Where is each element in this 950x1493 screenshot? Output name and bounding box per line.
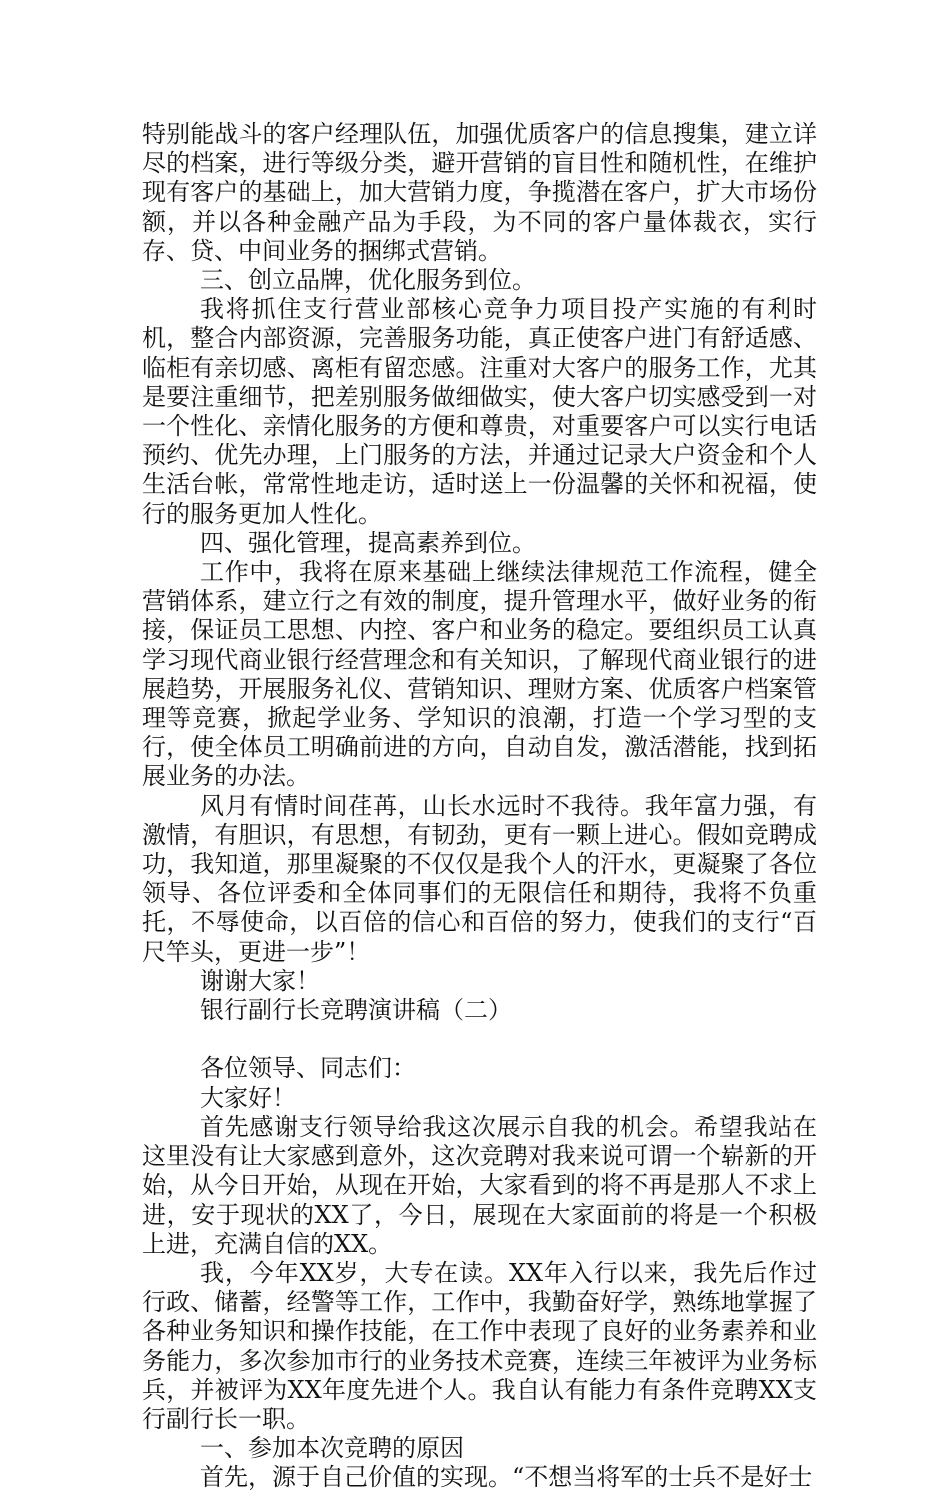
blank-line <box>142 1025 817 1054</box>
paragraph: 特别能战斗的客户经理队伍，加强优质客户的信息搜集，建立详尽的档案，进行等级分类，避开营销的盲目性和随机性，在维护现有客户的基础上，加大营销力度，争揽潜在客户，扩大市场份额，并以各种金融产品为手段，为不同的客户量体裁衣，实行存、贷、中间业务的捆绑式营销。 <box>142 120 817 265</box>
document-body <box>142 120 817 1493</box>
paragraph: 首先，源于自己价值的实现。“不想当将军的士兵不是好士 <box>200 1463 813 1492</box>
section-heading: 四、强化管理，提高素养到位。 <box>200 528 536 557</box>
greeting: 大家好！ <box>200 1083 296 1112</box>
salutation: 各位领导、同志们： <box>200 1054 416 1083</box>
paragraph: 首先感谢支行领导给我这次展示自我的机会。希望我站在这里没有让大家感到意外，这次竞聘对我来说可谓一个崭新的开始，从今日开始，从现在开始，大家看到的将不再是那人不求上进，安于现状的XX了，今日，展现在大家面前的将是一个积极上进，充满自信的XX。 <box>142 1112 817 1258</box>
section-heading: 三、创立品牌，优化服务到位。 <box>200 266 536 295</box>
paragraph: 风月有情时间荏苒，山长水远时不我待。我年富力强，有激情，有胆识，有思想，有韧劲，更有一颗上进心。假如竞聘成功，我知道，那里凝聚的不仅仅是我个人的汗水，更凝聚了各位领导、各位评委和全体同事们的无限信任和期待，我将不负重托，不辱使命，以百倍的信心和百倍的努力，使我们的支行“百尺竿头，更进一步”！ <box>142 791 817 966</box>
closing-thanks: 谢谢大家！ <box>200 966 320 995</box>
speech-title: 银行副行长竞聘演讲稿（二） <box>200 996 512 1025</box>
section-heading: 一、参加本次竞聘的原因 <box>200 1434 464 1463</box>
paragraph: 工作中，我将在原来基础上继续法律规范工作流程，健全营销体系，建立行之有效的制度，提升管理水平，做好业务的衔接，保证员工思想、内控、客户和业务的稳定。要组织员工认真学习现代商业银行经营理念和有关知识，了解现代商业银行的进展趋势，开展服务礼仪、营销知识、理财方案、优质客户档案管理等竞赛，掀起学业务、学知识的浪潮，打造一个学习型的支行，使全体员工明确前进的方向，自动自发，激活潜能，找到拓展业务的办法。 <box>142 558 817 791</box>
paragraph: 我，今年XX岁，大专在读。XX年入行以来，我先后作过行政、储蓄，经警等工作，工作中，我勤奋好学，熟练地掌握了各种业务知识和操作技能，在工作中表现了良好的业务素养和业务能力，多次参加市行的业务技术竞赛，连续三年被评为业务标兵，并被评为XX年度先进个人。我自认有能力有条件竞聘XX支行副行长一职。 <box>142 1258 817 1433</box>
paragraph: 我将抓住支行营业部核心竞争力项目投产实施的有利时机，整合内部资源，完善服务功能，真正使客户进门有舒适感、临柜有亲切感、离柜有留恋感。注重对大客户的服务工作，尤其是要注重细节，把差别服务做细做实，使大客户切实感受到一对一个性化、亲情化服务的方便和尊贵，对重要客户可以实行电话预约、优先办理，上门服务的方法，并通过记录大户资金和个人生活台帐，常常性地走访，适时送上一份温馨的关怀和祝福，使行的服务更加人性化。 <box>142 295 817 528</box>
